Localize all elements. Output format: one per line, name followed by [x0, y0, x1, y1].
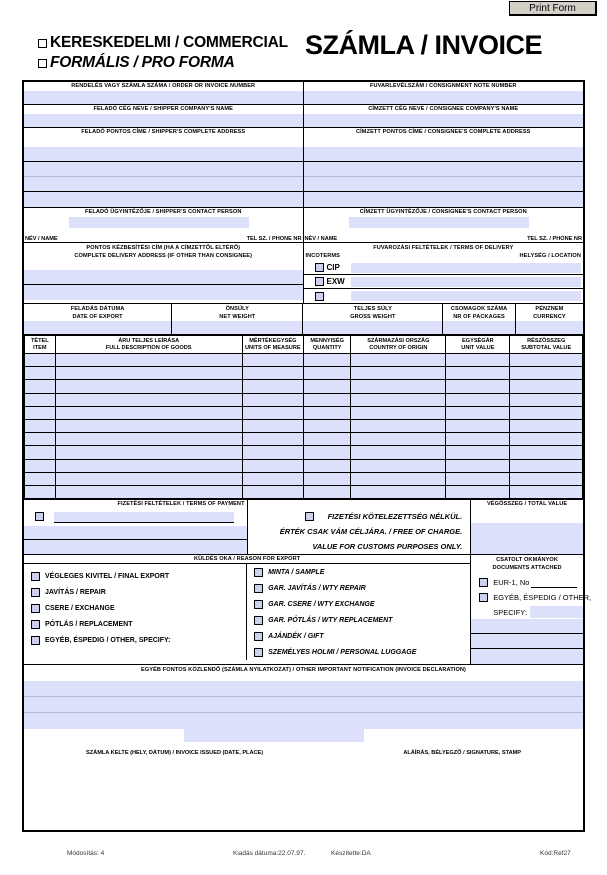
- incoterm-location-input[interactable]: [351, 291, 582, 301]
- shipper-address-line-4[interactable]: [24, 192, 303, 207]
- goods-cell[interactable]: [242, 433, 303, 446]
- order-number-label: RENDELÉS VAGY SZÁMLA SZÁMA / ORDER OR INVOICE NUMBER: [24, 82, 303, 91]
- goods-table-header-row: [25, 336, 583, 354]
- goods-cell[interactable]: [446, 485, 510, 498]
- goods-cell[interactable]: [351, 354, 446, 367]
- shipper-contact-label: FELADÓ ÜGYINTÉZŐJE / SHIPPER'S CONTACT PERSON: [24, 208, 303, 217]
- cell-order-number: [24, 82, 304, 104]
- delivery-address-line-1[interactable]: [24, 270, 303, 285]
- consignee-address-line-2[interactable]: [304, 162, 584, 177]
- delivery-address-label-en: COMPLETE DELIVERY ADDRESS (IF OTHER THAN CONSIGNEE): [74, 253, 253, 259]
- goods-cell[interactable]: [55, 485, 242, 498]
- reason-item-gift[interactable]: [247, 628, 470, 644]
- row-reason-documents: [24, 555, 592, 665]
- checkbox-icon[interactable]: [254, 632, 263, 641]
- footer-issue-date: Kiadás dátuma:22.07.97.: [233, 850, 306, 857]
- cell-terms-of-delivery: [304, 243, 584, 303]
- goods-cell[interactable]: [446, 472, 510, 485]
- checkbox-icon[interactable]: [479, 593, 488, 602]
- currency-label-hu: PÉNZNEM: [535, 306, 564, 312]
- document-specify-input[interactable]: [530, 606, 583, 618]
- reason-item-final-export[interactable]: [24, 568, 246, 584]
- goods-cell[interactable]: [304, 354, 351, 367]
- goods-cell[interactable]: [55, 380, 242, 393]
- goods-col-units-hu: MÉRTÉKEGYSÉG: [249, 337, 297, 344]
- goods-cell[interactable]: [25, 433, 56, 446]
- shipper-contact-phone-label: TEL SZ. / PHONE NR: [246, 236, 302, 242]
- goods-cell[interactable]: [446, 446, 510, 459]
- page-footer: [0, 850, 607, 870]
- cell-terms-of-payment: [24, 500, 248, 554]
- incoterm-location-input[interactable]: [351, 277, 582, 287]
- goods-cell[interactable]: [304, 406, 351, 419]
- reason-item-label: MINTA / SAMPLE: [268, 568, 325, 576]
- table-row: [25, 406, 583, 419]
- goods-cell[interactable]: [242, 446, 303, 459]
- table-row: [25, 472, 583, 485]
- incoterm-option-exw[interactable]: [304, 275, 584, 289]
- goods-cell[interactable]: [446, 393, 510, 406]
- reason-item-label: AJÁNDÉK / GIFT: [268, 632, 324, 640]
- consignee-address-line-4[interactable]: [304, 192, 584, 207]
- goods-col-origin: [351, 336, 446, 354]
- notification-line-1[interactable]: [24, 681, 583, 697]
- shipper-address-line-1[interactable]: [24, 147, 303, 162]
- goods-col-unit-value-en: UNIT VALUE: [461, 344, 495, 351]
- table-row: [25, 380, 583, 393]
- notification-spacer: [24, 674, 583, 681]
- checkbox-icon[interactable]: [31, 636, 40, 645]
- cell-gross-weight: [303, 304, 443, 334]
- goods-cell[interactable]: [351, 393, 446, 406]
- goods-col-quantity: [304, 336, 351, 354]
- checkbox-icon[interactable]: [254, 584, 263, 593]
- goods-table-body: [25, 354, 583, 499]
- checkbox-icon[interactable]: [305, 512, 314, 521]
- goods-cell[interactable]: [446, 459, 510, 472]
- checkbox-icon[interactable]: [31, 620, 40, 629]
- goods-cell[interactable]: [242, 354, 303, 367]
- reason-item-replacement[interactable]: [24, 616, 246, 632]
- terms-of-payment-line-3[interactable]: [24, 540, 247, 554]
- reason-item-repair[interactable]: [24, 584, 246, 600]
- invoice-issued-label: SZÁMLA KELTE (HELY, DÁTUM) / INVOICE ISSUED (DATE, PLACE): [86, 750, 264, 757]
- delivery-address-line-2[interactable]: [24, 285, 303, 300]
- goods-cell[interactable]: [25, 459, 56, 472]
- consignment-note-input[interactable]: [304, 91, 584, 104]
- reason-item-label: JAVÍTÁS / REPAIR: [45, 588, 106, 596]
- cell-consignee-name: [304, 105, 584, 127]
- cell-shipper-address: [24, 128, 304, 207]
- consignee-name-input[interactable]: [304, 114, 584, 127]
- terms-of-payment-label: FIZETÉSI FELTÉTELEK / TERMS OF PAYMENT: [24, 500, 247, 509]
- cell-shipper-name: [24, 105, 304, 127]
- footer-revision: Módosítás: 4: [67, 850, 105, 857]
- nr-of-packages-label-hu: CSOMAGOK SZÁMA: [450, 306, 508, 312]
- cell-currency: [516, 304, 583, 334]
- cell-nr-of-packages: [443, 304, 516, 334]
- cell-free-of-charge: [248, 500, 472, 554]
- cell-documents-attached: [471, 555, 592, 664]
- nr-of-packages-label-en: NR OF PACKAGES: [453, 314, 505, 320]
- goods-cell[interactable]: [25, 446, 56, 459]
- goods-table: [24, 335, 583, 499]
- documents-extra-line-1[interactable]: [471, 619, 583, 634]
- goods-cell[interactable]: [55, 354, 242, 367]
- reason-columns: [24, 564, 470, 660]
- incoterm-code: EXW: [326, 277, 345, 286]
- consignee-contact-phone-label: TEL SZ. / PHONE NR: [527, 236, 582, 242]
- footer-author: Készítette:DA: [331, 850, 371, 857]
- cell-total-value: [471, 500, 583, 554]
- invoice-type-proforma-label: FORMÁLIS / PRO FORMA: [50, 54, 235, 71]
- row-notification: [24, 665, 583, 729]
- location-label: HELYSÉG / LOCATION: [519, 253, 581, 259]
- goods-cell[interactable]: [510, 393, 583, 406]
- goods-cell[interactable]: [304, 433, 351, 446]
- net-weight-label-en: NET WEIGHT: [219, 314, 256, 320]
- table-row: [25, 393, 583, 406]
- consignee-contact-label: CÍMZETT ÜGYINTÉZŐJE / CONSIGNEE'S CONTACT PERSON: [304, 208, 584, 217]
- goods-cell[interactable]: [446, 354, 510, 367]
- currency-label-en: CURRENCY: [533, 314, 566, 320]
- footer-code: Kód:Ref27: [540, 850, 571, 857]
- checkbox-icon[interactable]: [315, 263, 324, 272]
- total-value-input[interactable]: [471, 523, 583, 554]
- consignee-contact-name-input[interactable]: [349, 217, 529, 228]
- shipper-address-spacer: [24, 137, 303, 147]
- goods-cell[interactable]: [25, 393, 56, 406]
- incoterm-option-cip[interactable]: [304, 261, 584, 275]
- goods-col-units-en: UNITS OF MEASURE: [244, 344, 301, 351]
- notification-line-3[interactable]: [24, 713, 583, 729]
- document-item-label: EGYÉB, ÉSPEDIG / OTHER,: [493, 593, 592, 603]
- table-row: [25, 433, 583, 446]
- cell-consignee-contact: [304, 208, 584, 242]
- goods-cell[interactable]: [55, 459, 242, 472]
- reason-left-column: [24, 564, 247, 660]
- goods-col-quantity-hu: MENNYISÉG: [310, 337, 344, 344]
- terms-of-payment-input[interactable]: [54, 512, 234, 523]
- incoterm-location-input[interactable]: [351, 263, 582, 273]
- goods-cell[interactable]: [510, 367, 583, 380]
- goods-cell[interactable]: [25, 406, 56, 419]
- total-value-label: VÉGÖSSZEG / TOTAL VALUE: [471, 500, 583, 509]
- table-row: [25, 354, 583, 367]
- reason-item-wty-repair[interactable]: [247, 580, 470, 596]
- invoice-type-proforma[interactable]: [38, 53, 288, 73]
- goods-cell[interactable]: [25, 472, 56, 485]
- goods-cell[interactable]: [510, 354, 583, 367]
- row-contacts: [24, 208, 583, 243]
- cell-net-weight: [172, 304, 303, 334]
- goods-cell[interactable]: [304, 380, 351, 393]
- table-row: [25, 419, 583, 432]
- goods-col-unit-value-hu: EGYSÉGÁR: [462, 337, 494, 344]
- row-company-names: [24, 105, 583, 128]
- goods-cell[interactable]: [242, 380, 303, 393]
- consignee-address-label: CÍMZETT PONTOS CÍME / CONSIGNEE'S COMPLETE ADDRESS: [304, 128, 584, 137]
- goods-cell[interactable]: [351, 419, 446, 432]
- eur1-number-input[interactable]: [531, 578, 577, 588]
- incoterm-option-other[interactable]: [304, 289, 584, 303]
- documents-extra-line-2[interactable]: [471, 634, 583, 649]
- net-weight-label-hu: ÖNSÚLY: [225, 306, 249, 312]
- document-item-label: EUR-1, No: [493, 578, 530, 588]
- reason-item-other[interactable]: [24, 632, 246, 648]
- reason-item-label: GAR. JAVÍTÁS / WTY REPAIR: [268, 584, 366, 592]
- goods-col-origin-en: COUNTRY OF ORIGIN: [369, 344, 428, 351]
- checkbox-icon[interactable]: [315, 277, 324, 286]
- signature-stamp-label: ALÁÍRÁS, BÉLYEGZŐ / SIGNATURE, STAMP: [403, 750, 521, 757]
- table-row: [25, 485, 583, 498]
- incoterm-code: CIP: [326, 263, 340, 272]
- goods-cell[interactable]: [351, 472, 446, 485]
- date-of-export-label-hu: FELADÁS DÁTUMA: [70, 306, 125, 312]
- goods-col-subtotal: [510, 336, 583, 354]
- goods-cell[interactable]: [510, 380, 583, 393]
- goods-cell[interactable]: [351, 446, 446, 459]
- goods-cell[interactable]: [25, 380, 56, 393]
- terms-of-delivery-label: FUVAROZÁSI FELTÉTELEK / TERMS OF DELIVERY: [373, 245, 514, 251]
- row-payment: [24, 499, 583, 555]
- goods-cell[interactable]: [510, 485, 583, 498]
- nr-of-packages-input[interactable]: [443, 321, 515, 334]
- goods-cell[interactable]: [351, 367, 446, 380]
- order-number-input[interactable]: [24, 91, 303, 104]
- gross-weight-input[interactable]: [303, 321, 442, 334]
- goods-cell[interactable]: [446, 367, 510, 380]
- goods-cell[interactable]: [304, 485, 351, 498]
- goods-cell[interactable]: [55, 446, 242, 459]
- delivery-address-spacer: [24, 260, 303, 270]
- document-specify-row: [471, 605, 583, 619]
- goods-cell[interactable]: [446, 406, 510, 419]
- net-weight-input[interactable]: [172, 321, 302, 334]
- goods-cell[interactable]: [510, 419, 583, 432]
- goods-cell[interactable]: [55, 419, 242, 432]
- checkbox-icon[interactable]: [254, 648, 263, 657]
- reason-item-personal-luggage[interactable]: [247, 644, 470, 660]
- checkbox-icon[interactable]: [31, 604, 40, 613]
- free-of-charge-option[interactable]: [248, 509, 471, 524]
- goods-col-unit-value: [446, 336, 510, 354]
- documents-attached-label-hu: CSATOLT OKMÁNYOK: [496, 557, 559, 564]
- goods-cell[interactable]: [510, 446, 583, 459]
- cell-date-of-export: [24, 304, 172, 334]
- goods-cell[interactable]: [25, 485, 56, 498]
- delivery-address-label-hu: PONTOS KÉZBESÍTÉSI CÍM (HA A CÍMZETTŐL ELTÉRŐ): [86, 245, 241, 251]
- gross-weight-label-en: GROSS WEIGHT: [350, 314, 396, 320]
- gross-weight-label-hu: TELJES SÚLY: [353, 306, 392, 312]
- documents-attached-label-en: DOCUMENTS ATTACHED: [492, 565, 562, 572]
- row-order-consignment: [24, 82, 583, 105]
- checkbox-icon[interactable]: [38, 59, 47, 68]
- goods-cell[interactable]: [55, 472, 242, 485]
- goods-cell[interactable]: [242, 367, 303, 380]
- goods-cell[interactable]: [242, 393, 303, 406]
- invoice-form: [22, 80, 592, 832]
- consignee-contact-fields: [304, 217, 584, 242]
- shipper-contact-name-input[interactable]: [69, 217, 249, 228]
- page-title: SZÁMLA / INVOICE: [305, 30, 543, 60]
- checkbox-icon[interactable]: [315, 292, 324, 301]
- goods-cell[interactable]: [446, 419, 510, 432]
- payment-first-line: [24, 509, 247, 526]
- goods-cell[interactable]: [55, 406, 242, 419]
- goods-cell[interactable]: [242, 406, 303, 419]
- reason-for-export-label: KÜLDÉS OKA / REASON FOR EXPORT: [24, 555, 470, 564]
- goods-col-description-hu: ÁRU TELJES LEÍRÁSA: [118, 337, 180, 344]
- consignee-address-spacer: [304, 137, 584, 147]
- reason-item-label: PÓTLÁS / REPLACEMENT: [45, 620, 133, 628]
- table-row: [25, 446, 583, 459]
- print-form-button[interactable]: Print Form: [509, 1, 597, 16]
- goods-cell[interactable]: [446, 433, 510, 446]
- goods-col-subtotal-en: SUBTOTAL VALUE: [521, 344, 572, 351]
- notification-line-2[interactable]: [24, 697, 583, 713]
- goods-cell[interactable]: [351, 380, 446, 393]
- consignee-contact-name-label: NÉV / NAME: [304, 236, 338, 242]
- goods-col-item: [25, 336, 56, 354]
- incoterms-label: INCOTERMS: [305, 253, 340, 259]
- free-of-charge-line-1: FIZETÉSI KÖTELEZETTSÉG NÉLKÜL.: [327, 512, 463, 522]
- goods-col-description-en: FULL DESCRIPTION OF GOODS: [105, 344, 192, 351]
- date-of-export-input[interactable]: [24, 321, 171, 334]
- reason-item-label: GAR. PÓTLÁS / WTY REPLACEMENT: [268, 616, 393, 624]
- row-delivery-incoterms: [24, 243, 583, 304]
- goods-col-subtotal-hu: RÉSZÖSSZEG: [527, 337, 566, 344]
- reason-item-wty-replacement[interactable]: [247, 612, 470, 628]
- consignee-name-label: CÍMZETT CÉG NEVE / CONSIGNEE COMPANY'S NAME: [304, 105, 584, 114]
- row-weights: [24, 304, 583, 335]
- reason-right-column: [247, 564, 470, 660]
- cell-reason-for-export: [24, 555, 471, 664]
- checkbox-icon[interactable]: [38, 39, 47, 48]
- goods-col-description: [55, 336, 242, 354]
- document-item-eur1[interactable]: [471, 575, 583, 590]
- invoice-issued-input[interactable]: [184, 729, 364, 742]
- documents-extra-line-3[interactable]: [471, 649, 583, 664]
- cell-consignment-note: [304, 82, 584, 104]
- goods-cell[interactable]: [55, 433, 242, 446]
- goods-cell[interactable]: [351, 406, 446, 419]
- free-of-charge-line-2: ÉRTÉK CSAK VÁM CÉLJÁRA. / FREE OF CHARGE.: [279, 527, 463, 537]
- goods-col-quantity-en: QUANTITY: [312, 344, 342, 351]
- reason-item-sample[interactable]: [247, 564, 470, 580]
- goods-cell[interactable]: [25, 367, 56, 380]
- goods-col-item-en: ITEM: [33, 344, 47, 351]
- goods-cell[interactable]: [55, 367, 242, 380]
- checkbox-icon[interactable]: [254, 568, 263, 577]
- consignee-address-line-3[interactable]: [304, 177, 584, 192]
- shipper-address-label: FELADÓ PONTOS CÍME / SHIPPER'S COMPLETE ADDRESS: [24, 128, 303, 137]
- currency-input[interactable]: [516, 321, 583, 334]
- goods-cell[interactable]: [304, 393, 351, 406]
- form-header: [0, 30, 607, 78]
- checkbox-icon[interactable]: [254, 616, 263, 625]
- goods-cell[interactable]: [304, 459, 351, 472]
- invoice-type-commercial[interactable]: [38, 33, 288, 53]
- goods-cell[interactable]: [25, 419, 56, 432]
- date-of-export-label-en: DATE OF EXPORT: [72, 314, 123, 320]
- goods-col-item-hu: TÉTEL: [30, 337, 49, 344]
- checkbox-icon[interactable]: [31, 572, 40, 581]
- document-specify-label: SPECIFY:: [493, 607, 527, 617]
- shipper-name-label: FELADÓ CÉG NEVE / SHIPPER COMPANY'S NAME: [24, 105, 303, 114]
- shipper-contact-fields: [24, 217, 303, 242]
- row-addresses: [24, 128, 583, 208]
- checkbox-icon[interactable]: [35, 512, 44, 521]
- reason-item-label: EGYÉB, ÉSPEDIG / OTHER, SPECIFY:: [45, 636, 171, 644]
- shipper-address-line-3[interactable]: [24, 177, 303, 192]
- goods-cell[interactable]: [242, 459, 303, 472]
- goods-cell[interactable]: [55, 393, 242, 406]
- checkbox-icon[interactable]: [31, 588, 40, 597]
- document-item-other[interactable]: [471, 590, 592, 605]
- goods-cell[interactable]: [510, 433, 583, 446]
- shipper-contact-name-label: NÉV / NAME: [25, 236, 58, 242]
- goods-cell[interactable]: [351, 485, 446, 498]
- total-value-spacer: [471, 509, 583, 523]
- reason-item-label: VÉGLEGES KIVITEL / FINAL EXPORT: [45, 572, 170, 580]
- free-of-charge-spacer: [248, 500, 471, 509]
- row-signature: [24, 729, 583, 756]
- notification-label: EGYÉB FONTOS KÖZLENDŐ (SZÁMLA NYILATKOZAT) / OTHER IMPORTANT NOTIFICATION (INVOICE DECLARATION): [24, 665, 583, 674]
- consignee-address-line-1[interactable]: [304, 147, 584, 162]
- goods-cell[interactable]: [242, 472, 303, 485]
- free-of-charge-line-3: VALUE FOR CUSTOMS PURPOSES ONLY.: [312, 542, 463, 552]
- reason-item-label: SZEMÉLYES HOLMI / PERSONAL LUGGAGE: [268, 648, 417, 656]
- invoice-type-commercial-label: KERESKEDELMI / COMMERCIAL: [50, 34, 288, 51]
- goods-cell[interactable]: [510, 472, 583, 485]
- table-row: [25, 459, 583, 472]
- reason-item-exchange[interactable]: [24, 600, 246, 616]
- invoice-type-group: [38, 33, 288, 73]
- goods-cell[interactable]: [304, 446, 351, 459]
- checkbox-icon[interactable]: [254, 600, 263, 609]
- terms-of-payment-line-2[interactable]: [24, 526, 247, 540]
- goods-cell[interactable]: [25, 354, 56, 367]
- goods-cell[interactable]: [446, 380, 510, 393]
- goods-cell[interactable]: [242, 485, 303, 498]
- reason-item-label: GAR. CSERE / WTY EXCHANGE: [268, 600, 375, 608]
- table-row: [25, 367, 583, 380]
- cell-consignee-address: [304, 128, 584, 207]
- goods-cell[interactable]: [304, 472, 351, 485]
- cell-shipper-contact: [24, 208, 304, 242]
- goods-cell[interactable]: [304, 367, 351, 380]
- goods-col-origin-hu: SZÁRMAZÁSI ORSZÁG: [367, 337, 430, 344]
- goods-col-units: [242, 336, 303, 354]
- goods-cell[interactable]: [351, 433, 446, 446]
- goods-cell[interactable]: [510, 459, 583, 472]
- goods-cell[interactable]: [242, 419, 303, 432]
- reason-item-wty-exchange[interactable]: [247, 596, 470, 612]
- shipper-address-line-2[interactable]: [24, 162, 303, 177]
- reason-item-label: CSERE / EXCHANGE: [45, 604, 115, 612]
- shipper-name-input[interactable]: [24, 114, 303, 127]
- goods-cell[interactable]: [351, 459, 446, 472]
- goods-cell[interactable]: [510, 406, 583, 419]
- goods-cell[interactable]: [304, 419, 351, 432]
- cell-delivery-address: [24, 243, 304, 303]
- checkbox-icon[interactable]: [479, 578, 488, 587]
- toolbar: [0, 0, 607, 18]
- consignment-note-label: FUVARLEVÉLSZÁM / CONSIGNMENT NOTE NUMBER: [304, 82, 584, 91]
